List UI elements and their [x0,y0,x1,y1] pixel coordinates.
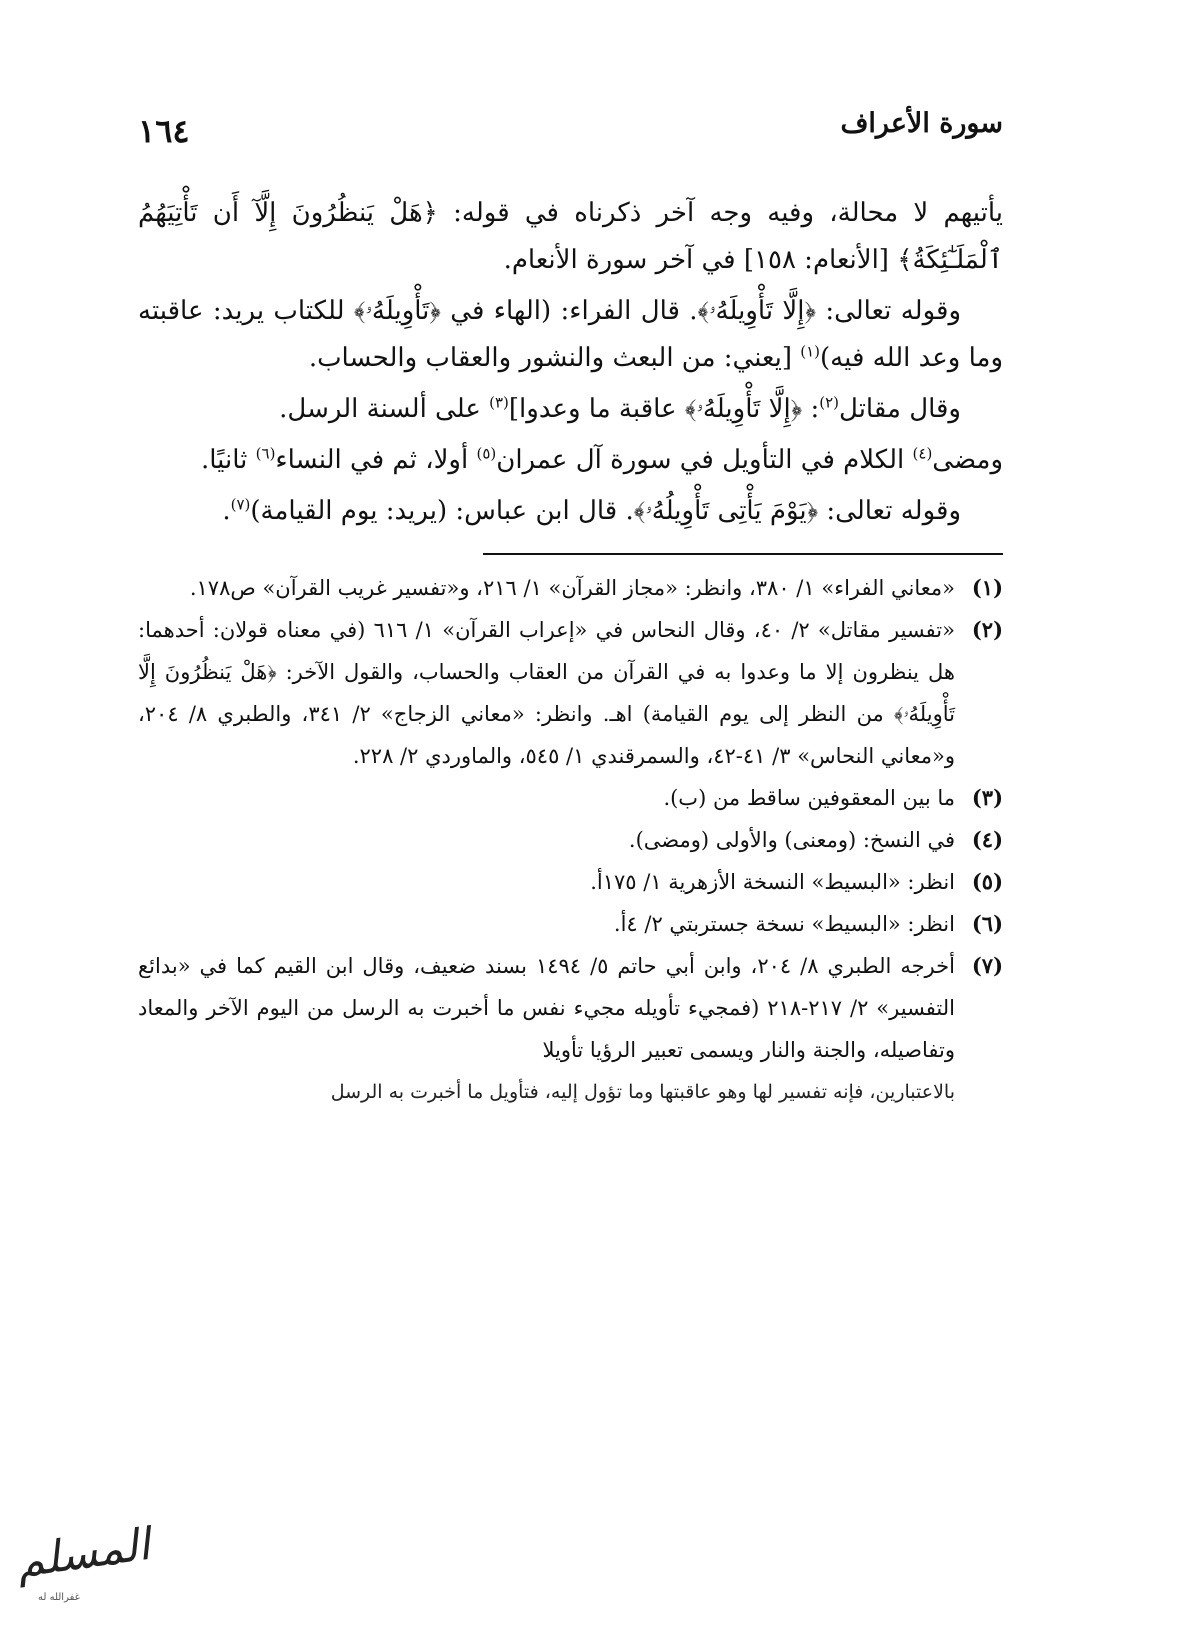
footnote-ref-6: (٦) [255,444,276,463]
footnote-number: (٥) [971,869,1003,894]
paragraph-3 [138,386,1003,433]
footnote-4 [138,819,1003,861]
footnote-3 [138,777,1003,819]
footnote-ref-2: (٢) [819,393,839,412]
footnote-text: في النسخ: (ومعنى) والأولى (ومضى). [628,828,955,852]
footnote-7 [138,945,1003,1071]
footnote-5 [138,861,1003,903]
paragraph-4-d: ثانيًا. [200,445,256,475]
logo-text: المسلم [13,1518,154,1589]
footnote-text: انظر: «البسيط» نسخة جستربتي ٢/ ٤أ. [613,912,955,936]
paragraph-5 [138,488,1003,535]
footnote-text: «معاني الفراء» ١/ ٣٨٠، وانظر: «مجاز القرآن» ١/ ٢١٦، و«تفسير غريب القرآن» ص١٧٨. [189,576,955,600]
footnote-number: (٢) [971,617,1003,642]
paragraph-3-a: وقال مقاتل [839,394,961,424]
footnote-continuation: بالاعتبارين، فإنه تفسير لها وهو عاقبتها وما تؤول إليه، فتأويل ما أخبرت به الرسل [330,1081,955,1103]
footnote-text: انظر: «البسيط» النسخة الأزهرية ١/ ١٧٥أ. [590,870,955,894]
footnote-text: أخرجه الطبري ٨/ ٢٠٤، وابن أبي حاتم ٥/ ١٤٩٤ بسند ضعيف، وقال ابن القيم كما في «بدائع التفسير» ٢/ ٢١٧-٢١٨ (فمجيء تأويله مجيء نفس ما أخبرت به الرسل من اليوم الآخر والمعاد وتفاصيله، والجنة والنار ويسمى تعبير الرؤيا تأويلا [138,954,955,1062]
footnote-ref-3: (٣) [489,393,509,412]
paragraph-4-a: ومضى [932,445,1003,475]
paragraph-1: يأتيهم لا محالة، وفيه وجه آخر ذكرناه في قوله: ﴿هَلْ يَنظُرُونَ إِلَّآ أَن تَأْتِيَهُمُ ٱلْمَلَـٰٓئِكَةُ﴾ [الأنعام: ١٥٨] في آخر سورة الأنعام. [138,198,1003,275]
footnote-6 [138,903,1003,945]
footnote-number: (٧) [971,953,1003,978]
footnote-number: (٤) [971,827,1003,852]
footnote-text: «تفسير مقاتل» ٢/ ٤٠، وقال النحاس في «إعراب القرآن» ١/ ٦١٦ (في معناه قولان: أحدهما: هل ينظرون إلا ما وعدوا به في القرآن من العقاب والحساب، والقول الآخر: ﴿هَلْ يَنظُرُونَ إِلَّا تَأْوِيلَهُۥ﴾ من النظر إلى يوم القيامة) اهـ. وانظر: «معاني الزجاج» ٢/ ٣٤١، والطبري ٨/ ٢٠٤، و«معاني النحاس» ٣/ ٤١-٤٢، والسمرقندي ١/ ٥٤٥، والماوردي ٢/ ٢٢٨. [138,618,955,768]
page-header [138,100,1003,162]
footnote-text: ما بين المعقوفين ساقط من (ب). [663,786,955,810]
footnotes [138,567,1003,1113]
footnote-ref-5: (٥) [476,444,497,463]
paragraph-3-b: : ﴿إِلَّا تَأْوِيلَهُۥ﴾ عاقبة ما وعدوا] [508,394,820,424]
page-number: ١٦٤ [138,112,190,150]
footnote-ref-7: (٧) [230,495,251,514]
paragraph-4-c: أولا، ثم في النساء [275,445,477,475]
paragraph-2-rest: [يعني: من البعث والنشور والعقاب والحساب. [308,343,801,373]
book-page [138,100,1003,1113]
paragraph-5-a: وقوله تعالى: ﴿يَوْمَ يَأْتِى تَأْوِيلُهُۥ﴾. قال ابن عباس: (يريد: يوم القيامة) [250,496,961,526]
footnote-number: (٦) [971,911,1003,936]
paragraph-5-b: . [222,496,231,526]
footnote-divider [483,553,1003,555]
paragraph-2 [138,288,1003,382]
footnote-ref-4: (٤) [912,444,933,463]
surah-title: سورة الأعراف [840,108,1003,139]
publisher-logo [8,1518,154,1638]
footnote-2 [138,609,1003,777]
paragraph-3-c: على ألسنة الرسل. [279,394,490,424]
footnote-number: (٣) [971,785,1003,810]
paragraph-4-b: الكلام في التأويل في سورة آل عمران [496,445,913,475]
footnote-number: (١) [971,575,1003,600]
main-text [138,190,1003,535]
logo-subtext: غفرالله له [38,1592,80,1603]
paragraph-2-text: وقوله تعالى: ﴿إِلَّا تَأْوِيلَهُۥ﴾. قال الفراء: (الهاء في ﴿تَأْوِيلَهُۥ﴾ للكتاب يريد: عاقبته وما وعد الله فيه) [138,296,1003,373]
paragraph-4 [138,437,1003,484]
footnote-1 [138,567,1003,609]
footnote-ref-1: (١) [800,342,821,361]
